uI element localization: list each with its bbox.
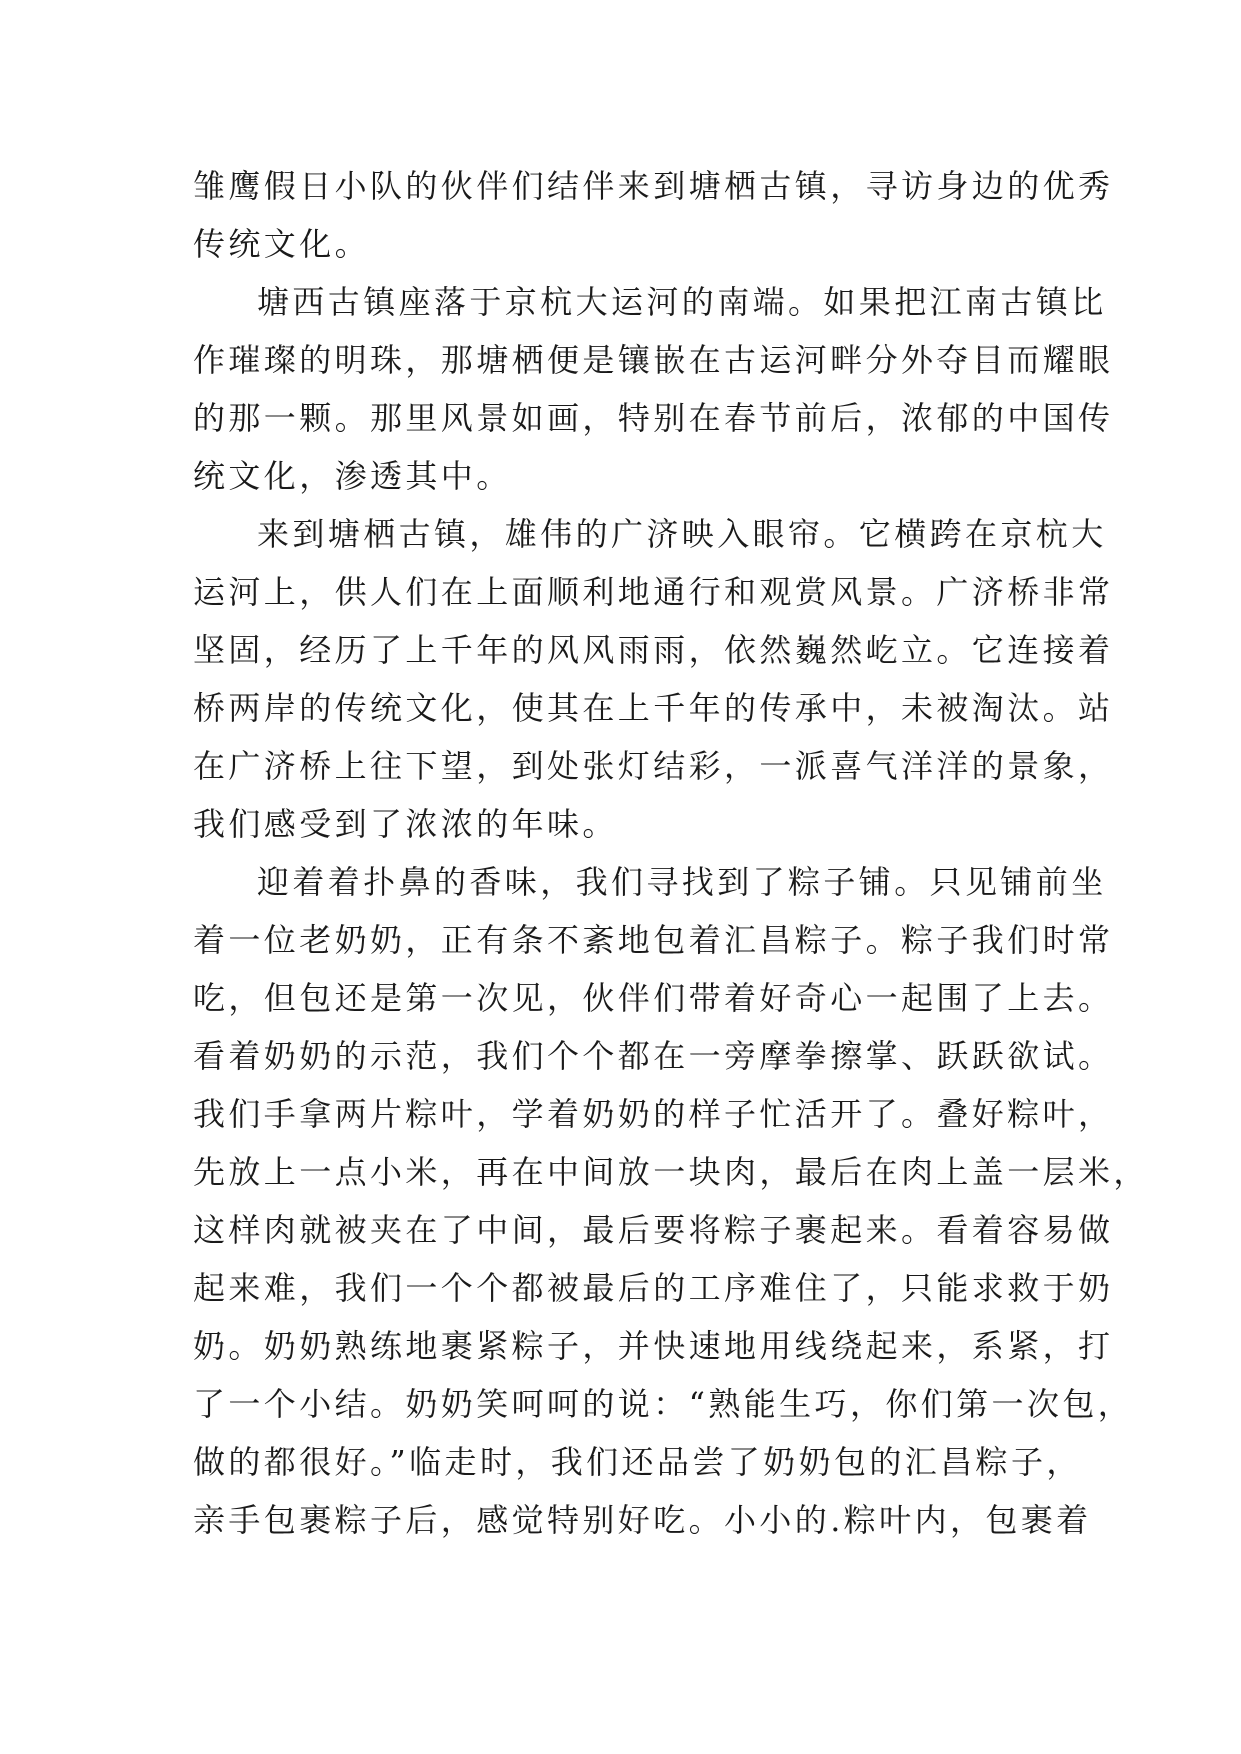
document-body bbox=[193, 157, 1149, 1549]
text-line: 坚固，经历了上千年的风风雨雨，依然巍然屹立。它连接着 bbox=[193, 631, 1114, 669]
text-line: 看着奶奶的示范，我们个个都在一旁摩拳擦掌、跃跃欲试。 bbox=[193, 1037, 1114, 1075]
text-line: 运河上，供人们在上面顺利地通行和观赏风景。广济桥非常 bbox=[193, 573, 1114, 611]
text-line: 奶。奶奶熟练地裹紧粽子，并快速地用线绕起来，系紧，打 bbox=[193, 1327, 1114, 1365]
text-line: 桥两岸的传统文化，使其在上千年的传承中，未被淘汰。站 bbox=[193, 689, 1114, 727]
paragraph-1 bbox=[193, 157, 1114, 273]
text-line: 传统文化。 bbox=[193, 225, 371, 263]
paragraph-4 bbox=[193, 853, 1149, 1549]
paragraph-2 bbox=[193, 273, 1114, 505]
text-line: 雏鹰假日小队的伙伴们结伴来到塘栖古镇，寻访身边的优秀 bbox=[193, 167, 1114, 205]
text-line: 统文化，渗透其中。 bbox=[193, 457, 512, 495]
text-line: 我们感受到了浓浓的年味。 bbox=[193, 805, 618, 843]
text-line: 这样肉就被夹在了中间，最后要将粽子裹起来。看着容易做 bbox=[193, 1211, 1114, 1249]
text-line: 作璀璨的明珠，那塘栖便是镶嵌在古运河畔分外夺目而耀眼 bbox=[193, 341, 1114, 379]
text-line: 着一位老奶奶，正有条不紊地包着汇昌粽子。粽子我们时常 bbox=[193, 921, 1114, 959]
text-line: 吃，但包还是第一次见，伙伴们带着好奇心一起围了上去。 bbox=[193, 979, 1114, 1017]
text-line: 亲手包裹粽子后，感觉特别好吃。小小的.粽叶内，包裹着 bbox=[193, 1501, 1092, 1539]
text-line: 起来难，我们一个个都被最后的工序难住了，只能求救于奶 bbox=[193, 1269, 1114, 1307]
text-line: 做的都很好。”临走时，我们还品尝了奶奶包的汇昌粽子， bbox=[193, 1443, 1082, 1481]
text-line: 我们手拿两片粽叶，学着奶奶的样子忙活开了。叠好粽叶， bbox=[193, 1095, 1114, 1133]
text-line: 迎着着扑鼻的香味，我们寻找到了粽子铺。只见铺前坐 bbox=[257, 863, 1107, 901]
paragraph-3 bbox=[193, 505, 1114, 853]
text-line: 的那一颗。那里风景如画，特别在春节前后，浓郁的中国传 bbox=[193, 399, 1114, 437]
text-line: 在广济桥上往下望，到处张灯结彩，一派喜气洋洋的景象， bbox=[193, 747, 1114, 785]
text-line: 塘西古镇座落于京杭大运河的南端。如果把江南古镇比 bbox=[257, 283, 1107, 321]
text-line: 了一个小结。奶奶笑呵呵的说：“熟能生巧，你们第一次包， bbox=[193, 1385, 1134, 1423]
text-line: 先放上一点小米，再在中间放一块肉，最后在肉上盖一层米， bbox=[193, 1153, 1149, 1191]
text-line: 来到塘栖古镇，雄伟的广济映入眼帘。它横跨在京杭大 bbox=[257, 515, 1107, 553]
